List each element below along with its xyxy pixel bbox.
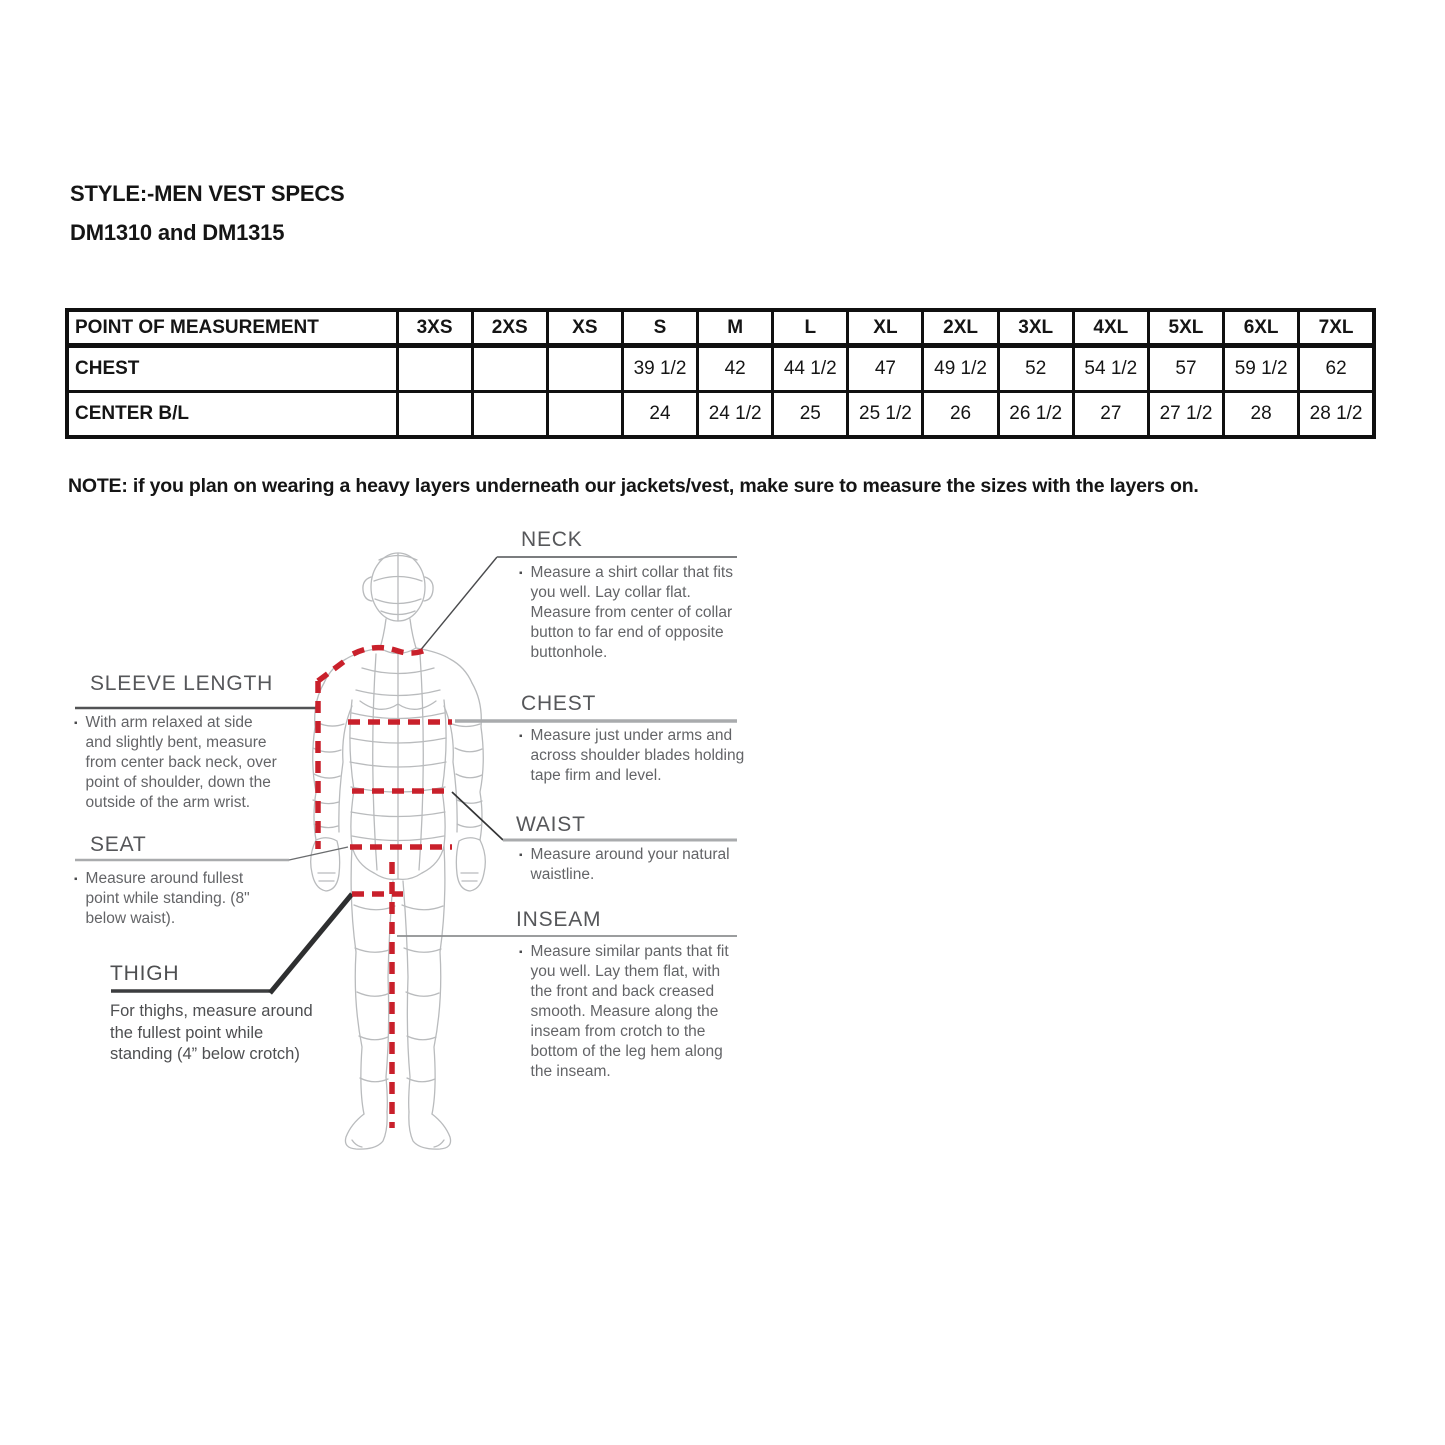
measurement-cell: 44 1/2 — [773, 346, 848, 392]
description-sleeve-length: ▪ With arm relaxed at side and slightly bent, measure from center back neck, over point of shoulder, down the outside of the arm wrist. — [74, 714, 277, 811]
row-label: CENTER B/L — [67, 392, 397, 438]
measurement-cell: 24 1/2 — [698, 392, 773, 438]
measurement-cell: 25 1/2 — [848, 392, 923, 438]
measurement-cell — [472, 392, 547, 438]
note-text: NOTE: if you plan on wearing a heavy layers underneath our jackets/vest, make sure to measure the sizes with the layers on. — [68, 475, 1199, 497]
size-column-header: L — [773, 310, 848, 346]
description-thigh: For thighs, measure around the fullest point while standing (4” below crotch) — [110, 1002, 313, 1063]
measurement-cell: 47 — [848, 346, 923, 392]
bullet-icon: ▪ — [74, 718, 78, 729]
bullet-icon: ▪ — [74, 874, 78, 885]
size-column-header: XL — [848, 310, 923, 346]
size-table-body — [67, 310, 1374, 437]
measurement-cell — [397, 346, 472, 392]
measurement-cell: 42 — [698, 346, 773, 392]
size-column-header: 3XL — [998, 310, 1073, 346]
measurement-cell — [547, 346, 622, 392]
size-table-container — [65, 308, 1376, 439]
description-neck: ▪ Measure a shirt collar that fits you well. Lay collar flat. Measure from center of collar button to far end of opposite buttonhole. — [519, 564, 733, 661]
label-neck: NECK — [521, 528, 583, 551]
label-sleeve-length: SLEEVE LENGTH — [90, 672, 274, 695]
measurement-cell: 26 1/2 — [998, 392, 1073, 438]
size-column-header: 2XS — [472, 310, 547, 346]
measurement-cell: 52 — [998, 346, 1073, 392]
size-table — [65, 308, 1376, 439]
measurement-cell: 62 — [1299, 346, 1374, 392]
measurement-cell: 28 1/2 — [1299, 392, 1374, 438]
size-column-header: M — [698, 310, 773, 346]
size-column-header: 4XL — [1073, 310, 1148, 346]
measurement-cell: 57 — [1148, 346, 1223, 392]
size-column-header: XS — [547, 310, 622, 346]
measurement-cell: 27 — [1073, 392, 1148, 438]
description-seat: ▪ Measure around fullest point while standing. (8" below waist). — [74, 870, 250, 927]
measurement-cell: 26 — [923, 392, 998, 438]
measurement-cell: 27 1/2 — [1148, 392, 1223, 438]
description-waist: ▪ Measure around your natural waistline. — [519, 846, 730, 883]
document-model-numbers: DM1310 and DM1315 — [70, 220, 285, 245]
measurement-cell: 49 1/2 — [923, 346, 998, 392]
table-header-row — [67, 310, 1374, 346]
size-column-header: S — [622, 310, 697, 346]
measurement-cell: 28 — [1224, 392, 1299, 438]
measurement-cell: 25 — [773, 392, 848, 438]
description-chest: ▪ Measure just under arms and across shoulder blades holding tape firm and level. — [519, 727, 745, 784]
bullet-icon: ▪ — [519, 731, 523, 742]
bullet-icon: ▪ — [519, 850, 523, 861]
description-inseam: ▪ Measure similar pants that fit you well. Lay them flat, with the front and back creased smooth. Measure along the inseam from crotch to the bottom of the leg hem along the inseam. — [519, 943, 729, 1080]
bullet-icon: ▪ — [519, 568, 523, 579]
label-thigh: THIGH — [110, 962, 180, 985]
size-column-header: 2XL — [923, 310, 998, 346]
measurement-column-header: POINT OF MEASUREMENT — [67, 310, 397, 346]
label-seat: SEAT — [90, 833, 147, 856]
row-label: CHEST — [67, 346, 397, 392]
measurement-cell: 24 — [622, 392, 697, 438]
table-row — [67, 392, 1374, 438]
label-waist: WAIST — [516, 813, 586, 836]
label-chest: CHEST — [521, 692, 597, 715]
measurement-cell — [397, 392, 472, 438]
mannequin-figure — [311, 553, 486, 1149]
measurement-lines — [318, 648, 452, 1128]
bullet-icon: ▪ — [519, 947, 523, 958]
measurement-cell: 39 1/2 — [622, 346, 697, 392]
size-column-header: 6XL — [1224, 310, 1299, 346]
measurement-cell — [547, 392, 622, 438]
size-column-header: 5XL — [1148, 310, 1223, 346]
measurement-cell: 54 1/2 — [1073, 346, 1148, 392]
size-column-header: 3XS — [397, 310, 472, 346]
document-title: STYLE:-MEN VEST SPECS — [70, 181, 345, 206]
measurement-cell — [472, 346, 547, 392]
size-column-header: 7XL — [1299, 310, 1374, 346]
table-row — [67, 346, 1374, 392]
measurement-cell: 59 1/2 — [1224, 346, 1299, 392]
label-inseam: INSEAM — [516, 908, 602, 931]
